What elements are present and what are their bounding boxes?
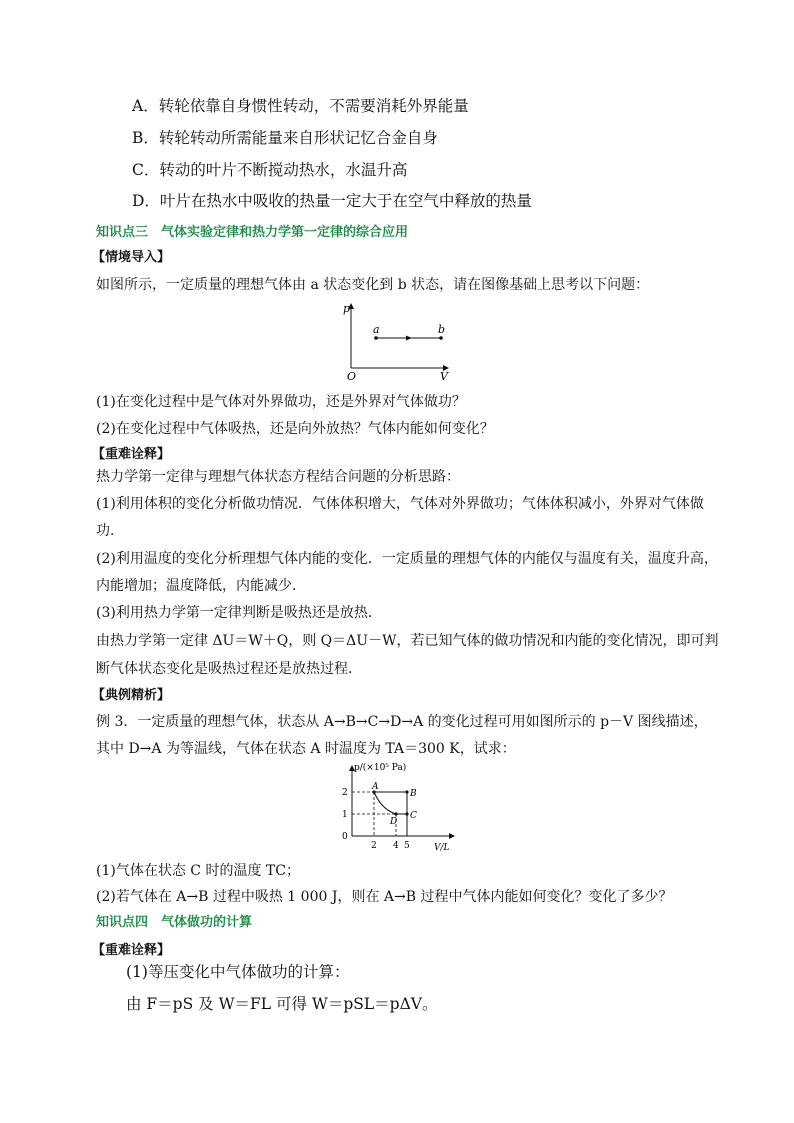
a-label: a xyxy=(373,323,380,336)
question-1: (1)在变化过程中是气体对外界做功，还是外界对气体做功？ xyxy=(96,394,466,410)
y-tick-2: 2 xyxy=(342,788,348,798)
x-tick-5: 5 xyxy=(404,841,410,851)
explain-p4-b: 断气体状态变化是吸热过程还是放热过程． xyxy=(96,661,362,677)
label-b: B xyxy=(410,789,417,799)
pv-diagram-ab xyxy=(336,298,456,384)
option-b: B．转轮转动所需能量来自形状记忆合金自身 xyxy=(132,129,438,147)
option-d: D．叶片在热水中吸收的热量一定大于在空气中释放的热量 xyxy=(132,192,532,210)
y-axis-label: p/(×10⁵ Pa) xyxy=(354,763,407,773)
y-tick-0: 0 xyxy=(342,832,348,842)
option-c: C．转动的叶片不断搅动热水，水温升高 xyxy=(132,161,408,179)
v-label: V xyxy=(440,370,448,383)
point-c xyxy=(405,812,408,815)
explain-lead: 热力学第一定律与理想气体状态方程结合问题的分析思路： xyxy=(96,469,460,485)
x-tick-2: 2 xyxy=(371,841,377,851)
ab-arrow xyxy=(406,336,412,341)
explain-p2-b: 内能增加；温度降低，内能减少． xyxy=(96,578,306,594)
label-a: A xyxy=(372,782,379,792)
example-line-b: 其中 D→A 为等温线，气体在状态 A 时温度为 TA＝300 K，试求： xyxy=(96,741,516,757)
point-d xyxy=(394,812,397,815)
explain-p2-a: (2)利用温度的变化分析理想气体内能的变化．一定质量的理想气体的内能仅与温度有关，温度升高， xyxy=(96,551,718,567)
isotherm-da xyxy=(374,792,396,814)
section4-line-2: 由 F＝pS 及 W＝FL 可得 W＝pSL＝pΔV。 xyxy=(126,995,438,1013)
question-2: (2)在变化过程中气体吸热，还是向外放热？气体内能如何变化？ xyxy=(96,421,494,437)
explain-p1-a: (1)利用体积的变化分析做功情况．气体体积增大，气体对外界做功；气体体积减小，外界对气体做 xyxy=(96,496,704,512)
section3-title: 知识点三 气体实验定律和热力学第一定律的综合应用 xyxy=(96,225,409,240)
origin-label: O xyxy=(347,370,357,383)
section4-line-1: (1)等压变化中气体做功的计算： xyxy=(126,963,350,981)
explain-p1-b: 功． xyxy=(96,523,124,539)
explain-tag-4: 【重难诠释】 xyxy=(92,943,171,958)
explain-p4-a: 由热力学第一定律 ΔU＝W＋Q，则 Q＝ΔU－W，若已知气体的做功情况和内能的变化情况，即可判 xyxy=(96,633,719,649)
explain-p3: (3)利用热力学第一定律判断是吸热还是放热． xyxy=(96,605,382,621)
point-a xyxy=(374,336,378,340)
intro-text: 如图所示，一定质量的理想气体由 a 状态变化到 b 状态，请在图像基础上思考以下问题： xyxy=(96,277,650,293)
section4-title: 知识点四 气体做功的计算 xyxy=(96,915,253,930)
example-line-a: 例 3．一定质量的理想气体，状态从 A→B→C→D→A 的变化过程可用如图所示的 p－V 图线描述， xyxy=(96,714,708,730)
y-tick-1: 1 xyxy=(342,810,348,820)
pv-cycle-diagram xyxy=(336,760,460,854)
x-tick-4: 4 xyxy=(393,841,399,851)
intro-tag: 【情境导入】 xyxy=(92,250,171,265)
p-label: p xyxy=(343,302,351,315)
option-a: A．转轮依靠自身惯性转动，不需要消耗外界能量 xyxy=(132,97,469,115)
example-q2: (2)若气体在 A→B 过程中吸热 1 000 J，则在 A→B 过程中气体内能如何变化？变化了多少？ xyxy=(96,889,673,905)
example-tag: 【典例精析】 xyxy=(92,688,171,703)
label-c: C xyxy=(410,811,417,821)
example-q1: (1)气体在状态 C 时的温度 TC； xyxy=(96,863,300,879)
explain-tag-3: 【重难诠释】 xyxy=(92,447,171,462)
point-b xyxy=(439,336,443,340)
x-axis-label: V/L xyxy=(434,843,450,853)
label-d: D xyxy=(390,817,398,827)
point-b xyxy=(405,790,408,793)
b-label: b xyxy=(438,323,446,336)
